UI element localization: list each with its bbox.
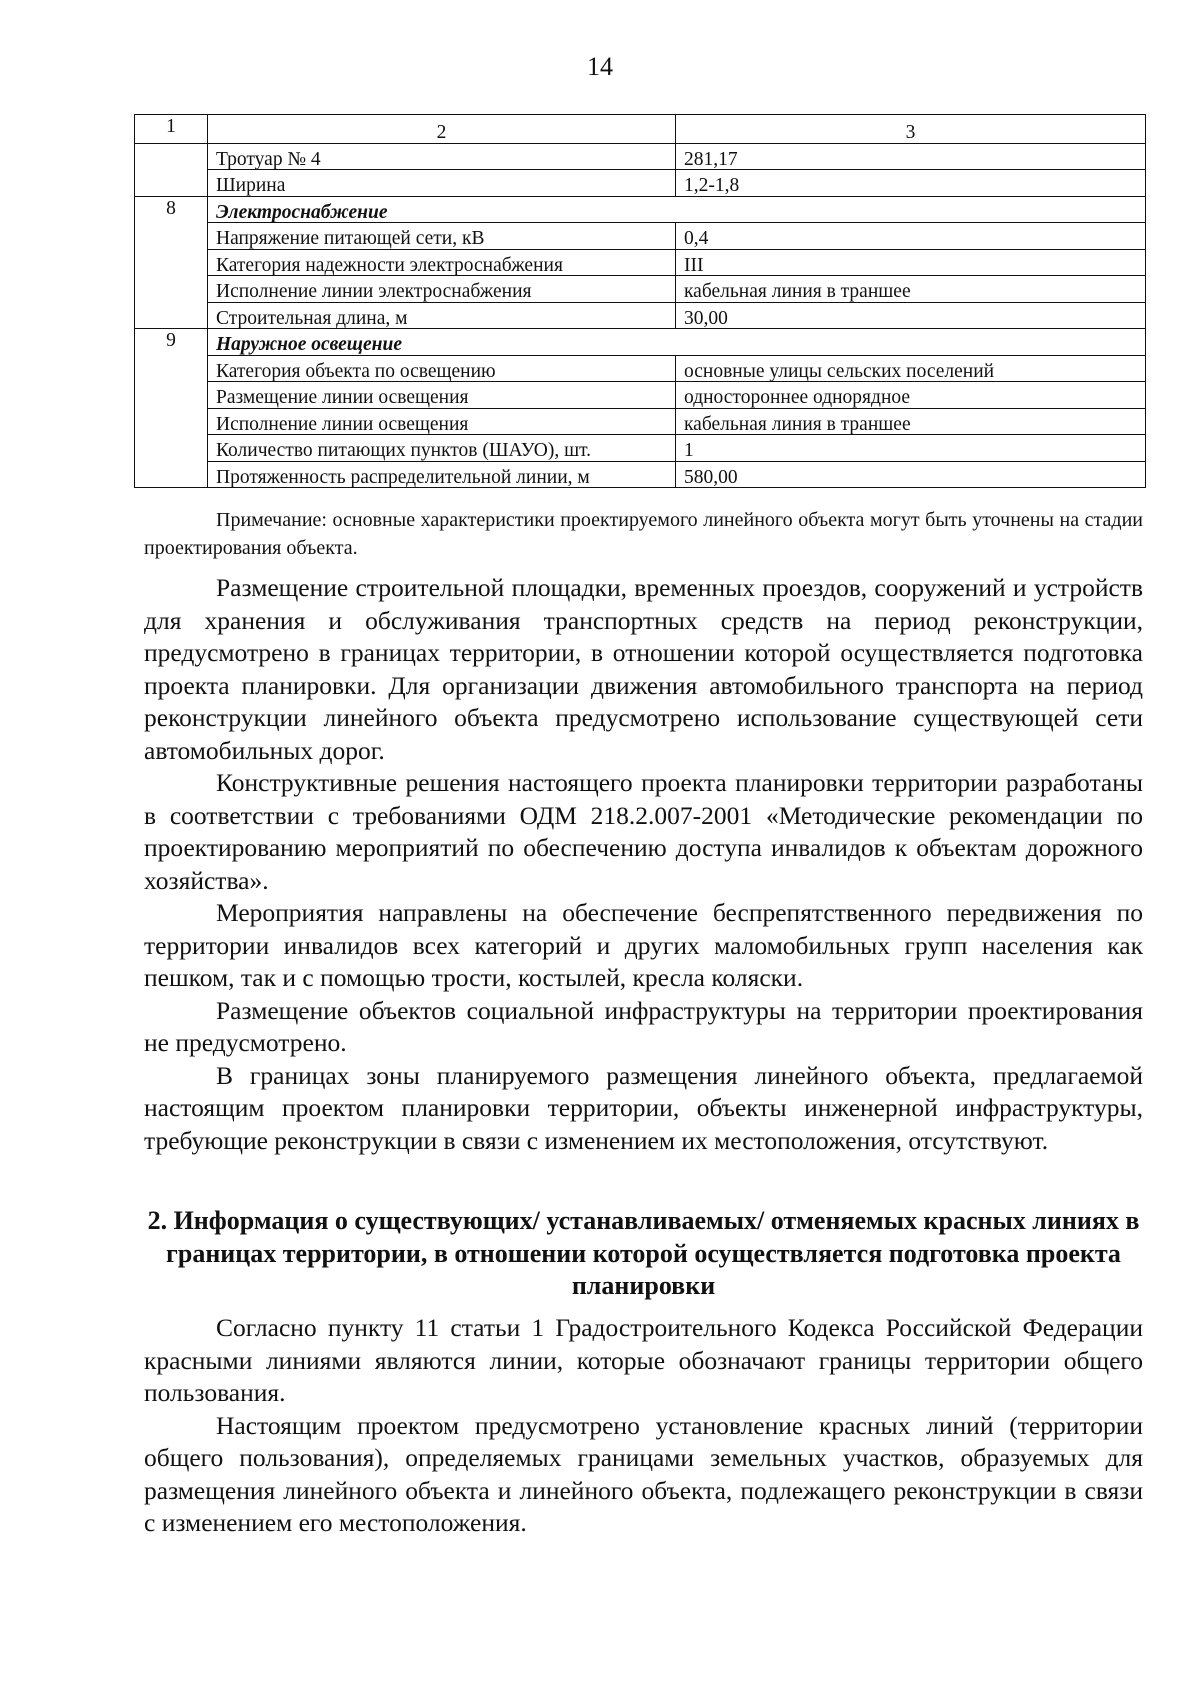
column-header: 1: [135, 115, 208, 144]
table-row: [135, 382, 1146, 409]
page-number: 14: [587, 52, 613, 81]
row-number-cell: 8: [135, 196, 208, 329]
paragraph: В границах зоны планируемого размещения линейного объекта, предлагаемой настоящим проектом планировки территории, объекты инженерной инфраструктуры, требующие реконструкции в связи с изменением их местоположения, отсутствуют.: [144, 1060, 1143, 1155]
parameter-value-cell: 0,4: [676, 223, 1146, 250]
table-row: [135, 249, 1146, 276]
column-header: 2: [208, 115, 676, 144]
table-row: [135, 223, 1146, 250]
table-section-row: [135, 196, 1146, 223]
parameter-name-cell: Исполнение линии электроснабжения: [208, 276, 676, 303]
parameter-value-cell: кабельная линия в траншее: [676, 408, 1146, 435]
parameter-name-cell: Строительная длина, м: [208, 302, 676, 329]
table-row: [135, 408, 1146, 435]
parameter-name-cell: Категория объекта по освещению: [208, 355, 676, 382]
parameter-value-cell: 1: [676, 435, 1146, 462]
section-title-cell: Электроснабжение: [208, 196, 1146, 223]
parameter-name-cell: Тротуар № 4: [208, 143, 676, 170]
table-note: Примечание: основные характеристики проектируемого линейного объекта могут быть уточнены на стадии проектирования объекта.: [144, 509, 1143, 559]
parameter-value-cell: кабельная линия в траншее: [676, 276, 1146, 303]
parameter-value-cell: 30,00: [676, 302, 1146, 329]
parameter-name-cell: Протяженность распределительной линии, м: [208, 461, 676, 488]
section-heading: 2. Информация о существующих/ устанавливаемых/ отменяемых красных линиях в границах территории, в отношении которой осуществляется подготовка проекта планировки: [147, 1206, 1140, 1300]
parameter-value-cell: III: [676, 249, 1146, 276]
parameter-name-cell: Категория надежности электроснабжения: [208, 249, 676, 276]
table-row: [135, 170, 1146, 197]
table-row: [135, 461, 1146, 488]
characteristics-table: [134, 114, 1146, 488]
parameter-name-cell: Размещение линии освещения: [208, 382, 676, 409]
parameter-value-cell: 281,17: [676, 143, 1146, 170]
table-section-row: [135, 329, 1146, 356]
parameter-value-cell: 580,00: [676, 461, 1146, 488]
table-header-row: [135, 115, 1146, 144]
table-row: [135, 435, 1146, 462]
paragraph: Согласно пункту 11 статьи 1 Градостроительного Кодекса Российской Федерации красными линиями являются линии, которые обозначают границы территории общего пользования.: [144, 1313, 1143, 1407]
parameter-name-cell: Исполнение линии освещения: [208, 408, 676, 435]
section-title-cell: Наружное освещение: [208, 329, 1146, 356]
column-header: 3: [676, 115, 1146, 144]
parameter-value-cell: одностороннее однорядное: [676, 382, 1146, 409]
parameter-value-cell: основные улицы сельских поселений: [676, 355, 1146, 382]
paragraph: Настоящим проектом предусмотрено установление красных линий (территории общего пользования), определяемых границами земельных участков, образуемых для размещения линейного объекта и линейного объекта, подлежащего реконструкции в связи с изменением его местоположения.: [144, 1410, 1143, 1537]
table-row: [135, 355, 1146, 382]
paragraph: Размещение объектов социальной инфраструктуры на территории проектирования не предусмотрено.: [144, 995, 1143, 1057]
table-row: [135, 276, 1146, 303]
paragraph: Конструктивные решения настоящего проекта планировки территории разработаны в соответствии с требованиями ОДМ 218.2.007-2001 «Методические рекомендации по проектированию мероприятий по обеспечению доступа инвалидов к объектам дорожного хозяйства».: [144, 768, 1143, 895]
row-number-cell: [135, 143, 208, 196]
parameter-name-cell: Количество питающих пунктов (ШАУО), шт.: [208, 435, 676, 462]
paragraph: Мероприятия направлены на обеспечение беспрепятственного передвижения по территории инвалидов всех категорий и других маломобильных групп населения как пешком, так и с помощью трости, костылей, кресла коляски.: [144, 898, 1143, 992]
paragraph: Размещение строительной площадки, временных проездов, сооружений и устройств для хранения и обслуживания транспортных средств на период реконструкции, предусмотрено в границах территории, в отношении которой осуществляется подготовка проекта планировки. Для организации движения автомобильного транспорта на период реконструкции линейного объекта предусмотрено использование существующей сети автомобильных дорог.: [144, 573, 1143, 765]
body-text-2: [144, 1312, 1143, 1540]
parameter-name-cell: Ширина: [208, 170, 676, 197]
table-row: [135, 302, 1146, 329]
row-number-cell: 9: [135, 329, 208, 488]
parameter-name-cell: Напряжение питающей сети, кВ: [208, 223, 676, 250]
body-text-1: [144, 572, 1143, 1157]
parameter-value-cell: 1,2-1,8: [676, 170, 1146, 197]
table-row: [135, 143, 1146, 170]
